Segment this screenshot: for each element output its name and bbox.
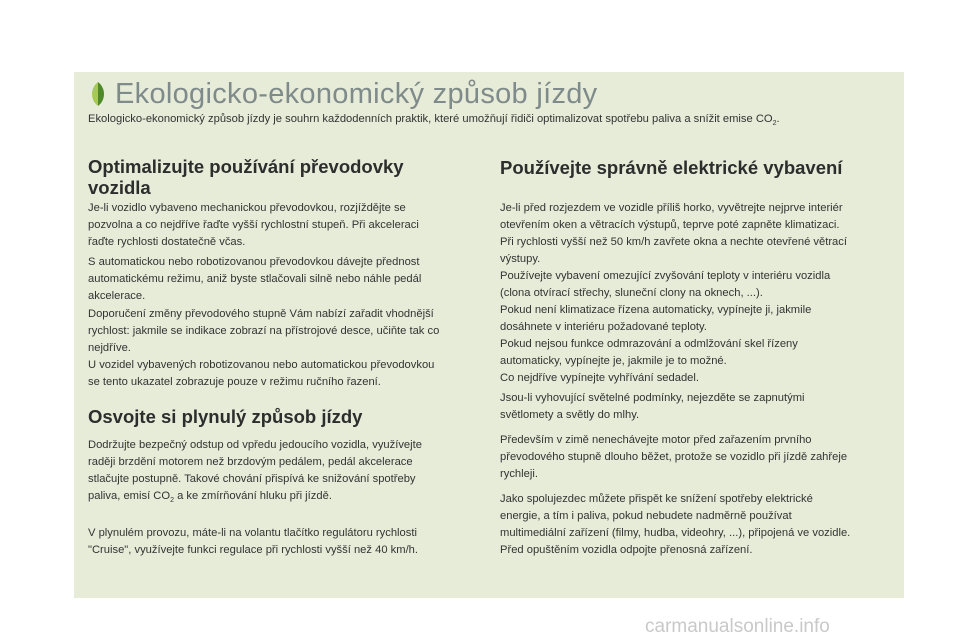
- paragraph-safe-distance: Dodržujte bezpečný odstup od vpředu jedoucího vozidla, využívejte raději brzdění motorem než brzdovým pedálem, pedál akcelerace stlačujte postupně. Takové chování přispívá ke snižování spotřeby paliva, emisí $CO_2$ a ke zmírňování hluku při jízdě.: [88, 439, 422, 505]
- intro-text: Ekologicko-ekonomický způsob jízdy je souhrn každodenních praktik, které umožňují řidiči optimalizovat spotřebu paliva a snížit emise $CO_2$.: [88, 113, 780, 128]
- watermark: carmanualsonline.info: [645, 616, 830, 637]
- paragraph-gear-shift-indicator: Doporučení změny převodového stupně Vám nabízí zařadit vhodnější rychlost: jakmile se indikace zobrazí na přístrojové desce, učiňte tak co nejdříve. U vozidel vybavených robotizovanou nebo automatickou převodovkou se tento ukazatel zobrazuje pouze v režimu ručního řazení.: [88, 308, 440, 388]
- paragraph-cruise-control: V plynulém provozu, máte-li na volantu tlačítko regulátoru rychlosti "Cruise", využívejte funkci regulace při rychlosti vyšší než 40 km/h.: [88, 527, 419, 556]
- title-row: [88, 76, 597, 112]
- paragraph-multimedia: Jako spolujezdec můžete přispět ke snížení spotřeby elektrické energie, a tím i paliva, pokud nebudete nadměrně používat multimediální zařízení (filmy, hudba, videohry, ...), připojená ve vozidle. Před opuštěním vozidla odpojte přenosná zařízení.: [500, 493, 851, 556]
- eco-leaf-icon: [88, 81, 108, 107]
- paragraph-engine-warmup: Především v zimě nenechávejte motor před zařazením prvního převodového stupně dlouho běžet, protože se vozidlo při jízdě zahřeje rychleji.: [500, 434, 848, 480]
- page-title: Ekologicko-ekonomický způsob jízdy: [115, 77, 598, 110]
- section-heading-smooth-driving: Osvojte si plynulý způsob jízdy: [88, 406, 363, 427]
- paragraph-headlights: Jsou-li vyhovující světelné podmínky, nejezděte se zapnutými světlomety a světly do mlhy.: [500, 392, 805, 421]
- paragraph-automatic-gearbox: S automatickou nebo robotizovanou převodovkou dávejte přednost automatickému režimu, aniž byste stlačovali silně nebo náhle pedál akcelerace.: [88, 256, 422, 302]
- left-column: [88, 156, 472, 556]
- section-heading-electrical: Používejte správně elektrické vybavení: [500, 157, 843, 178]
- right-column: [500, 156, 892, 556]
- section-heading-gearbox: Optimalizujte používání převodovky vozidla: [88, 156, 404, 198]
- paragraph-air-conditioning: Je-li před rozjezdem ve vozidle příliš horko, vyvětrejte nejprve interiér otevřením oken a větracích výstupů, teprve poté zapněte klimatizaci. Při rychlosti vyšší než 50 km/h zavřete okna a nechte otevřené větrací výstupy. Používejte vybavení omezující zvyšování teploty v interiéru vozidla (clona otvírací střechy, sluneční clony na oknech, ...). Pokud není klimatizace řízena automaticky, vypínejte ji, jakmile dosáhnete v interiéru požadované teploty. Pokud nejsou funkce odmrazování a odmlžování skel řízeny automaticky, vypínejte je, jakmile je to možné. Co nejdříve vypínejte vyhřívání sedadel.: [500, 202, 847, 384]
- paragraph-manual-gearbox: Je-li vozidlo vybaveno mechanickou převodovkou, rozjíždějte se pozvolna a co nejdříve řaďte vyšší rychlostní stupeň. Při akceleraci řaďte rychlosti dostatečně včas.: [88, 202, 419, 248]
